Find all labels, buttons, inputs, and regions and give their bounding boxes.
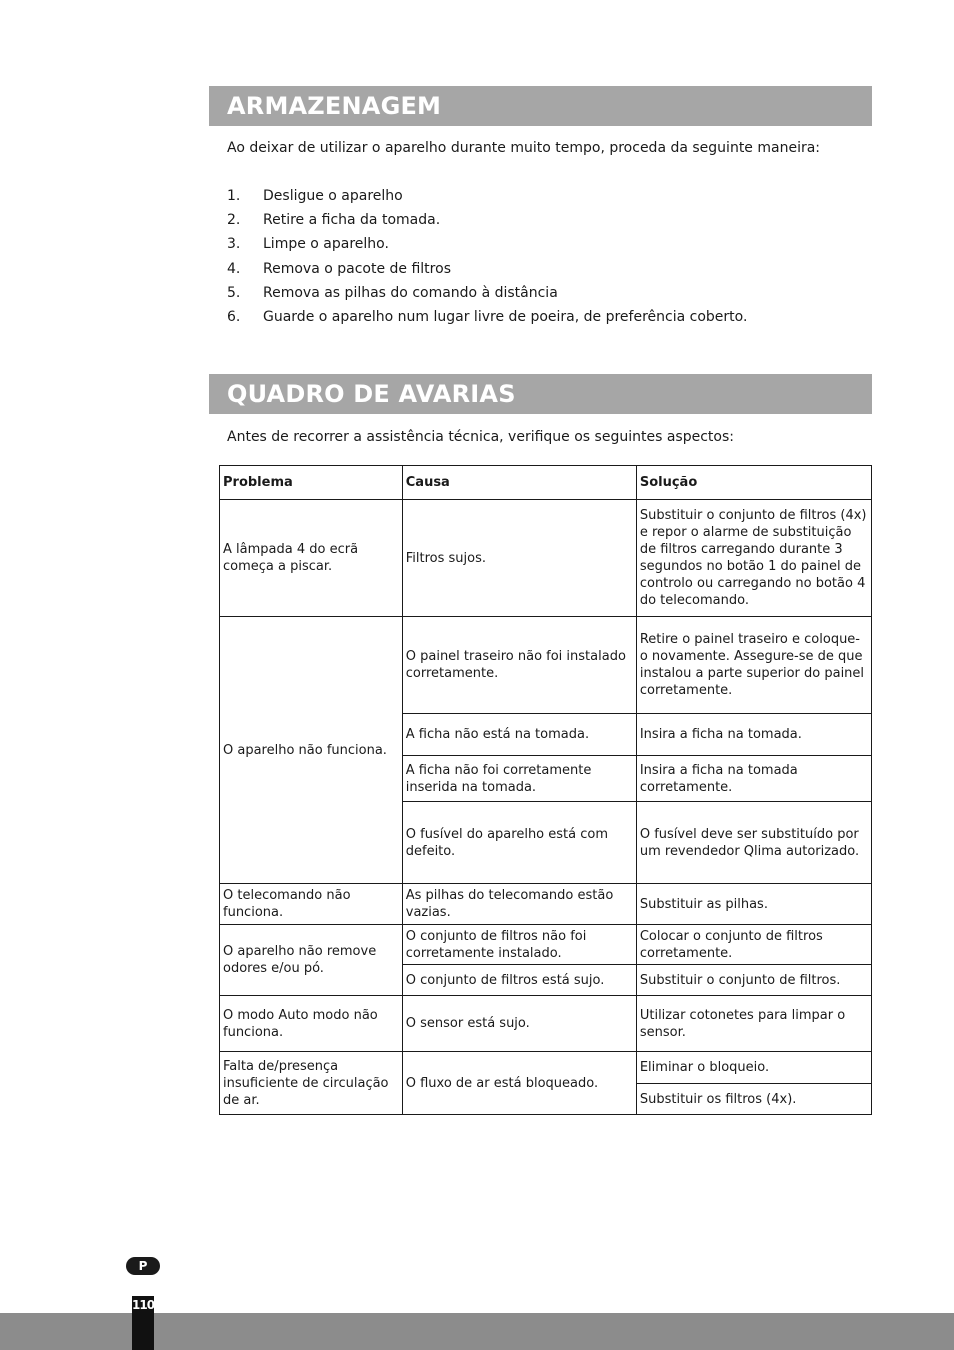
cause-cell: O painel traseiro não foi instalado corretamente. (402, 617, 636, 714)
solution-cell: Eliminar o bloqueio. (636, 1052, 871, 1084)
header-problem: Problema (220, 466, 403, 500)
problem-cell: A lâmpada 4 do ecrã começa a piscar. (220, 500, 403, 617)
solution-cell: Insira a ficha na tomada corretamente. (636, 756, 871, 802)
problem-cell: O aparelho não remove odores e/ou pó. (220, 925, 403, 996)
cause-cell: A ficha não está na tomada. (402, 714, 636, 756)
solution-cell: Utilizar cotonetes para limpar o sensor. (636, 996, 871, 1052)
list-item (227, 307, 747, 331)
cause-cell: As pilhas do telecomando estão vazias. (402, 884, 636, 925)
solution-cell: Insira a ficha na tomada. (636, 714, 871, 756)
troubleshooting-table (219, 465, 872, 1115)
table-row (220, 617, 872, 714)
language-badge: P (126, 1257, 160, 1275)
solution-cell: Substituir o conjunto de filtros (4x) e repor o alarme de substituição de filtros carregando durante 3 segundos no botão 1 do painel de controlo ou carregando no botão 4 do telecomando. (636, 500, 871, 617)
step-text: Guarde o aparelho num lugar livre de poeira, de preferência coberto. (263, 308, 748, 325)
cause-cell: O fusível do aparelho está com defeito. (402, 802, 636, 884)
solution-cell: O fusível deve ser substituído por um revendedor Qlima autorizado. (636, 802, 871, 884)
table-row (220, 1052, 872, 1084)
solution-cell: Colocar o conjunto de filtros corretamente. (636, 925, 871, 965)
step-number: 6. (227, 308, 241, 325)
step-text: Limpe o aparelho. (263, 236, 389, 253)
table-row (220, 925, 872, 965)
section-title-storage: ARMAZENAGEM (209, 86, 872, 126)
problem-cell: O modo Auto modo não funciona. (220, 996, 403, 1052)
problem-cell: Falta de/presença insuficiente de circulação de ar. (220, 1052, 403, 1115)
solution-cell: Substituir o conjunto de filtros. (636, 965, 871, 996)
step-text: Desligue o aparelho (263, 188, 403, 204)
solution-cell: Substituir as pilhas. (636, 884, 871, 925)
page-number: 110 (132, 1298, 155, 1312)
troubleshooting-intro: Antes de recorrer a assistência técnica, verifique os seguintes aspectos: (227, 429, 734, 445)
cause-cell: O fluxo de ar está bloqueado. (402, 1052, 636, 1115)
storage-steps (227, 186, 747, 331)
list-item (227, 259, 747, 283)
step-number: 4. (227, 260, 241, 277)
list-item (227, 234, 747, 258)
table-row (220, 996, 872, 1052)
step-number: 1. (227, 188, 241, 204)
storage-intro: Ao deixar de utilizar o aparelho durante muito tempo, proceda da seguinte maneira: (227, 140, 821, 156)
solution-cell: Substituir os filtros (4x). (636, 1084, 871, 1115)
cause-cell: O sensor está sujo. (402, 996, 636, 1052)
list-item (227, 210, 747, 234)
problem-cell: O telecomando não funciona. (220, 884, 403, 925)
table-row (220, 884, 872, 925)
section-title-troubleshooting: QUADRO DE AVARIAS (209, 374, 872, 414)
header-solution: Solução (636, 466, 871, 500)
step-number: 3. (227, 236, 241, 253)
problem-cell: O aparelho não funciona. (220, 617, 403, 884)
header-cause: Causa (402, 466, 636, 500)
table-row (220, 500, 872, 617)
list-item (227, 283, 747, 307)
table-header-row (220, 466, 872, 500)
step-number: 5. (227, 284, 241, 301)
cause-cell: O conjunto de filtros está sujo. (402, 965, 636, 996)
cause-cell: O conjunto de filtros não foi corretamente instalado. (402, 925, 636, 965)
solution-cell: Retire o painel traseiro e coloque-o novamente. Assegure-se de que instalou a parte superior do painel corretamente. (636, 617, 871, 714)
step-number: 2. (227, 212, 241, 229)
step-text: Retire a ficha da tomada. (263, 212, 441, 229)
step-text: Remova o pacote de filtros (263, 260, 451, 277)
cause-cell: A ficha não foi corretamente inserida na tomada. (402, 756, 636, 802)
list-item (227, 186, 747, 210)
cause-cell: Filtros sujos. (402, 500, 636, 617)
step-text: Remova as pilhas do comando à distância (263, 284, 558, 301)
